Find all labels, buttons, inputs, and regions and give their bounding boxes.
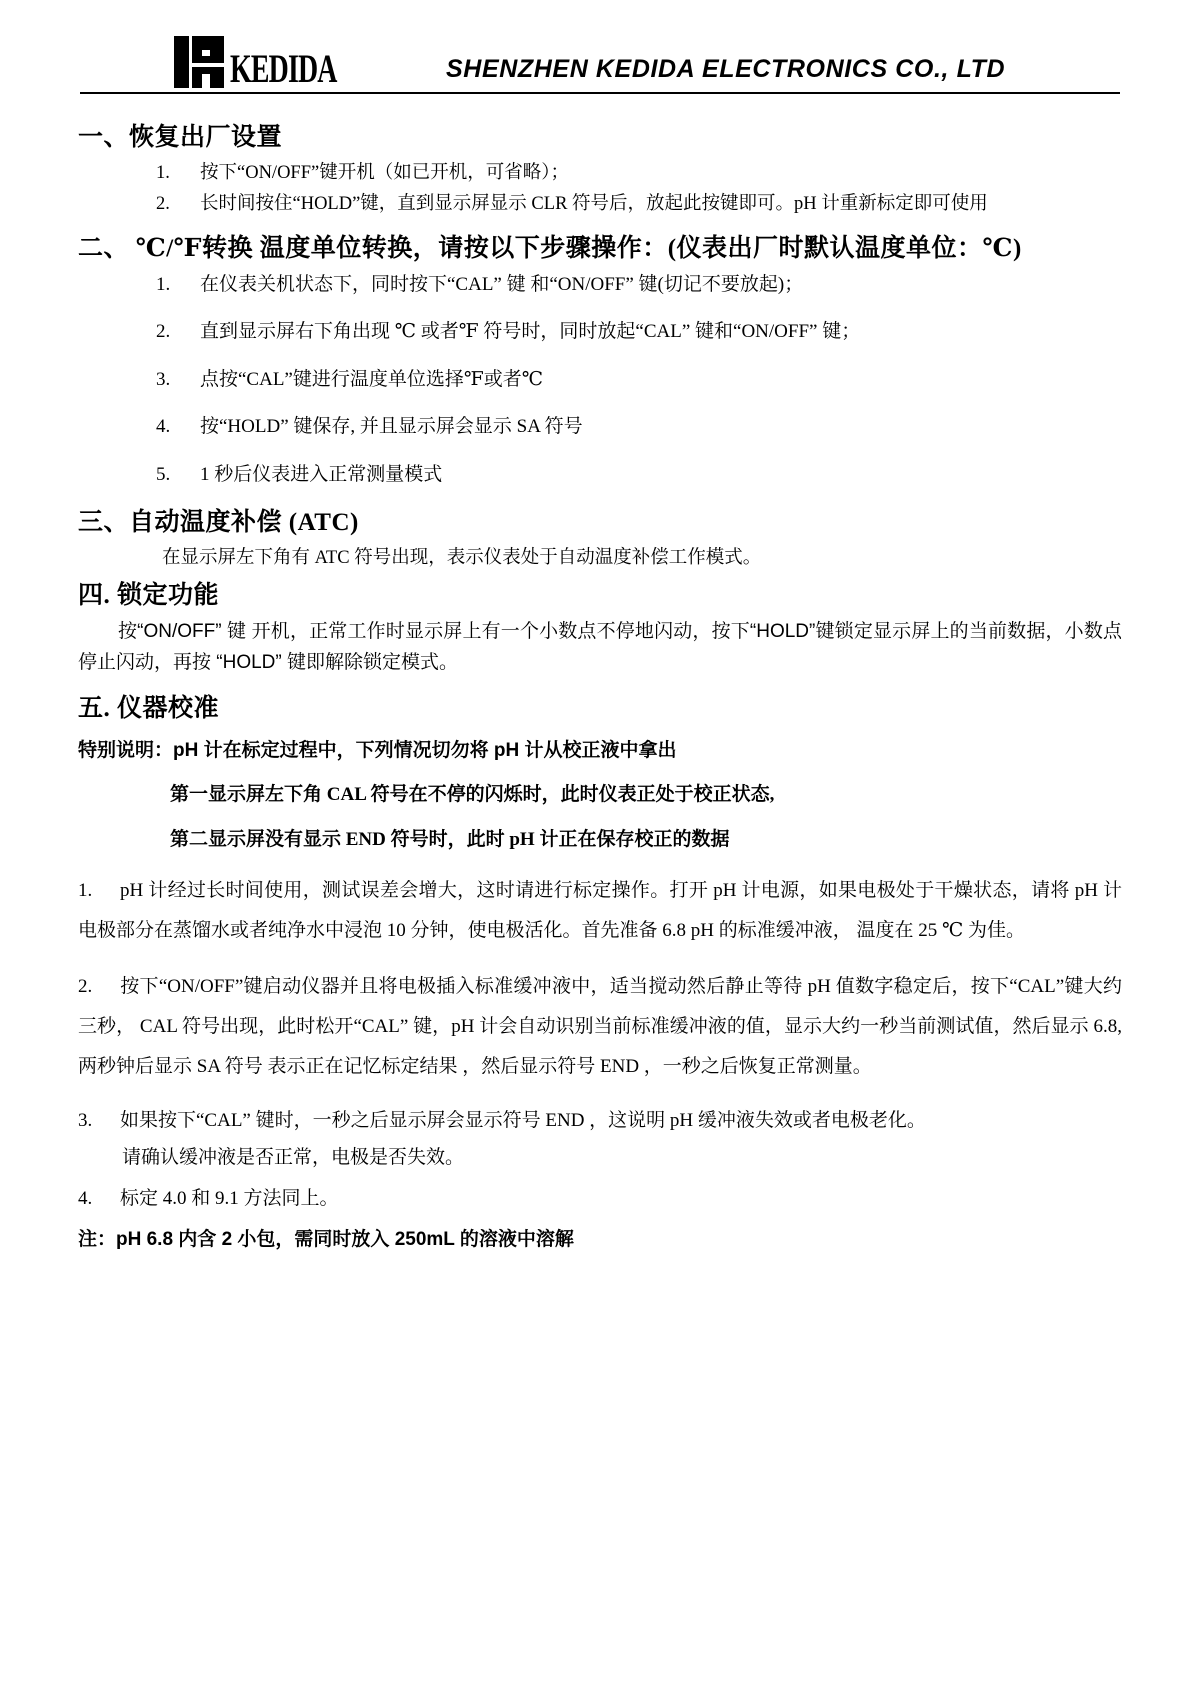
section-heading-1: 一、恢复出厂设置 [78,124,283,151]
list-item-text: 长时间按住“HOLD”键，直到显示屏显示 CLR 符号后，放起此按键即可。pH 计重新标定即可使用 [200,193,988,214]
special-note: 特别说明：pH 计在标定过程中，下列情况切勿将 pH 计从校正液中拿出 [78,739,677,761]
list-item-text: 直到显示屏右下角出现 ℃ 或者℉ 符号时，同时放起“CAL” 键和“ON/OFF” 键； [200,321,861,343]
section-heading-4: 四. 锁定功能 [78,581,220,609]
step-number: 2. [78,975,93,997]
calibration-step [78,1103,1122,1177]
step-number: 4. [78,1187,93,1209]
logo-wordmark: KEDIDA [230,48,337,92]
step-text: pH 计经过长时间使用，测试误差会增大，这时请进行标定操作。打开 pH 计电源，如果电极处于干燥状态，请将 pH 计电极部分在蒸馏水或者纯净水中浸泡 10 分钟，使电极活化。首先准备 6.8 pH 的标准缓冲液， 温度在 25 ℃ 为佳。 [78,880,1122,941]
list-item-number: 1. [156,163,170,184]
company-logo [172,34,360,90]
list-item [156,460,1122,489]
section-heading-5: 五. 仪器校准 [78,694,220,722]
list-item-number: 2. [156,193,170,214]
calibration-step [78,967,1122,1087]
list-item [156,365,1122,394]
section-heading-2: 二、 ℃/℉转换 温度单位转换，请按以下步骤操作：(仪表出厂时默认温度单位：℃) [78,234,1022,262]
list-item-number: 3. [156,368,171,390]
calibration-step [78,871,1122,951]
step-subline: 请确认缓冲液是否正常，电极是否失效。 [122,1146,465,1168]
document-body [78,94,1122,1255]
list-item-text: 在仪表关机状态下，同时按下“CAL” 键 和“ON/OFF” 键(切记不要放起)； [200,273,804,295]
step-text: 按下“ON/OFF”键启动仪器并且将电极插入标准缓冲液中，适当搅动然后静止等待 pH 值数字稳定后，按下“CAL”键大约三秒， CAL 符号出现，此时松开“CAL” 键，pH 计会自动识别当前标准缓冲液的值，显示大约一秒当前测试值，然后显示 6.8, 两秒钟后显示 SA 符号 表示正在记忆标定结果 ，然后显示符号 END ，一秒之后恢复正常测量。 [78,975,1122,1077]
section-4-paragraph: 按“ON/OFF” 键 开机，正常工作时显示屏上有一个小数点不停地闪动，按下“HOLD”键锁定显示屏上的当前数据，小数点停止闪动，再按 “HOLD” 键即解除锁定模式。 [78,621,1122,673]
list-item-text: 1 秒后仪表进入正常测量模式 [200,463,443,485]
step-text: 标定 4.0 和 9.1 方法同上。 [120,1187,339,1209]
footer-note: 注：pH 6.8 内含 2 小包，需同时放入 250mL 的溶液中溶解 [78,1228,574,1250]
list-item-text: 按“HOLD” 键保存, 并且显示屏会显示 SA 符号 [200,416,583,438]
list-item-text: 按下“ON/OFF”键开机（如已开机，可省略）； [200,163,569,184]
calibration-steps [78,871,1122,1215]
section-heading-3: 三、自动温度补偿 (ATC) [78,509,359,537]
step-number: 1. [78,880,93,902]
list-item-number: 1. [156,273,171,295]
list-item [156,317,1122,346]
list-item [156,270,1122,299]
company-name: SHENZHEN KEDIDA ELECTRONICS CO., LTD [446,55,1006,83]
list-item [156,190,1122,219]
kedida-k-logo-icon [172,34,228,90]
list-item-number: 4. [156,416,171,438]
section-1-list [78,159,1122,218]
section-2-list [78,270,1122,489]
document-header [80,0,1120,92]
list-item-number: 5. [156,463,171,485]
list-item-number: 2. [156,321,171,343]
list-item [156,159,1122,188]
note-line-1: 第一显示屏左下角 CAL 符号在不停的闪烁时，此时仪表正处于校正状态, [170,784,775,806]
section-3-paragraph: 在显示屏左下角有 ATC 符号出现，表示仪表处于自动温度补偿工作模式。 [162,548,762,569]
note-line-2: 第二显示屏没有显示 END 符号时，此时 pH 计正在保存校正的数据 [170,828,730,850]
list-item [156,412,1122,441]
step-number: 3. [78,1109,93,1131]
list-item-text: 点按“CAL”键进行温度单位选择℉或者℃ [200,368,544,390]
step-text: 如果按下“CAL” 键时，一秒之后显示屏会显示符号 END ，这说明 pH 缓冲液失效或者电极老化。 [120,1109,926,1131]
calibration-step [78,1183,1122,1215]
